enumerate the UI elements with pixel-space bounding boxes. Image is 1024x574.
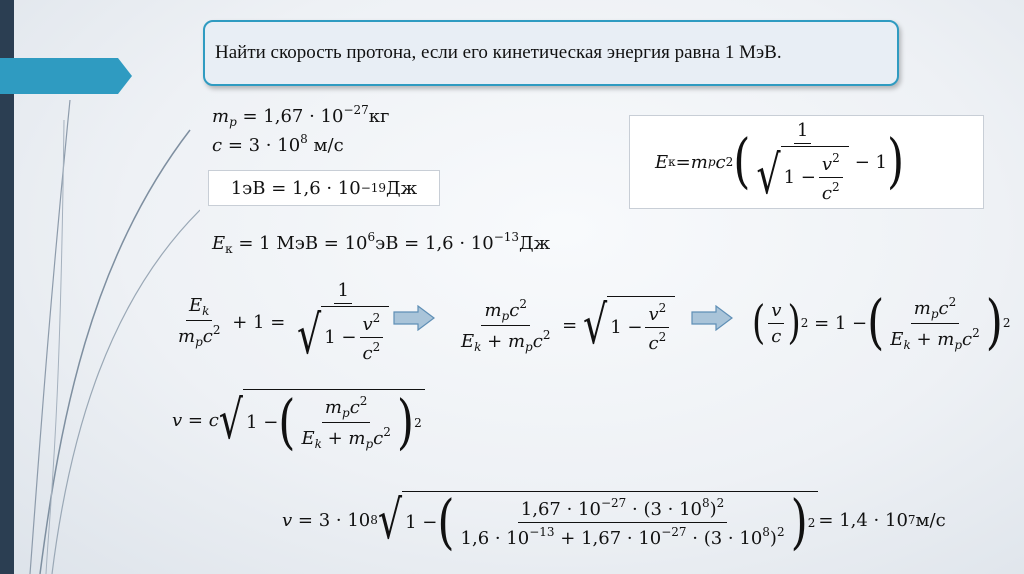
derivation-step-2: $\frac{m_pc^2}{E_k + m_pc^2}$ = √ 1 − $\frac{v^2}{c^2}$ — [455, 290, 675, 360]
formula-minus-one: − 1 — [854, 151, 887, 173]
energy-text-2: эВ = 1,6 · 10 — [375, 233, 494, 254]
derivation-step-3: ( $\frac{v}{c}$ ) 2 = 1 − ( $\frac{m_pc^2}{E_k + m_pc^2}$ ) 2 — [752, 287, 1011, 357]
ev-conversion-box — [208, 170, 440, 206]
ev-unit: Дж — [386, 177, 418, 199]
given-mass — [212, 103, 389, 129]
formula-numerator: 1 — [794, 120, 811, 144]
formula-eq: = — [675, 151, 691, 173]
velocity-computation: v = 3 · 10 8 √ 1 − ( $\frac{1,67 \cdot 10^{-27} \cdot (3 \cdot 10^8)^2}{1,6 \cdot 10^{-13} + 1,67 \cdot 10^{-27} \cdot (3 \cdot 10^8)^2}$ ) 2 = 1,4 · 10 7 м/с — [282, 487, 946, 557]
c-unit: м/с — [307, 135, 344, 156]
decorative-curves — [0, 0, 200, 574]
c-value: = 3 · 10 — [222, 135, 301, 156]
mass-subscript: p — [229, 115, 237, 129]
task-text: Найти скорость протона, если его кинетическая энергия равна 1 МэВ. — [215, 42, 782, 63]
energy-unit: Дж — [519, 233, 551, 254]
energy-subscript: к — [225, 242, 233, 256]
kinetic-energy-formula-box — [629, 115, 984, 209]
mass-unit: кг — [368, 106, 390, 127]
accent-arrow-tab — [0, 58, 132, 94]
task-box — [203, 20, 899, 86]
formula-lhs: E — [655, 151, 669, 173]
energy-exp-1: 6 — [367, 230, 376, 244]
result-exponent: 7 — [907, 513, 916, 527]
energy-exp-2: −13 — [493, 230, 520, 244]
ev-exponent: −19 — [360, 181, 387, 195]
derivation-step-1: $\frac{E_k}{m_pc^2}$ + 1 = 1 √ 1 − $\frac{v^2}{c^2}$ — [172, 282, 395, 362]
energy-text-1: = 1 МэВ = 10 — [232, 233, 368, 254]
result-value: = 1,4 · 10 — [818, 509, 908, 531]
formula-lhs-sub: к — [668, 155, 676, 169]
result-unit: м/с — [915, 509, 946, 531]
c-exponent: 8 — [300, 132, 308, 146]
velocity-formula: v = c √ 1 − ( $\frac{m_pc^2}{E_k + m_pc^2}$ ) 2 — [172, 380, 425, 460]
given-light-speed — [212, 132, 344, 156]
ev-text: 1эВ = 1,6 · 10 — [230, 177, 361, 199]
mass-symbol: m — [212, 106, 230, 127]
kinetic-energy-formula: E к = m p c 2 ( 1 √ 1 − $\frac{v^2}{c^2}$ − 1 ) — [655, 120, 905, 206]
energy-line — [212, 230, 550, 256]
mass-value: = 1,67 · 10 — [236, 106, 344, 127]
c-symbol: c — [212, 135, 223, 156]
mass-exponent: −27 — [343, 103, 369, 117]
energy-symbol: E — [212, 233, 226, 254]
right-arrow-icon — [690, 305, 734, 331]
right-arrow-icon — [392, 305, 436, 331]
